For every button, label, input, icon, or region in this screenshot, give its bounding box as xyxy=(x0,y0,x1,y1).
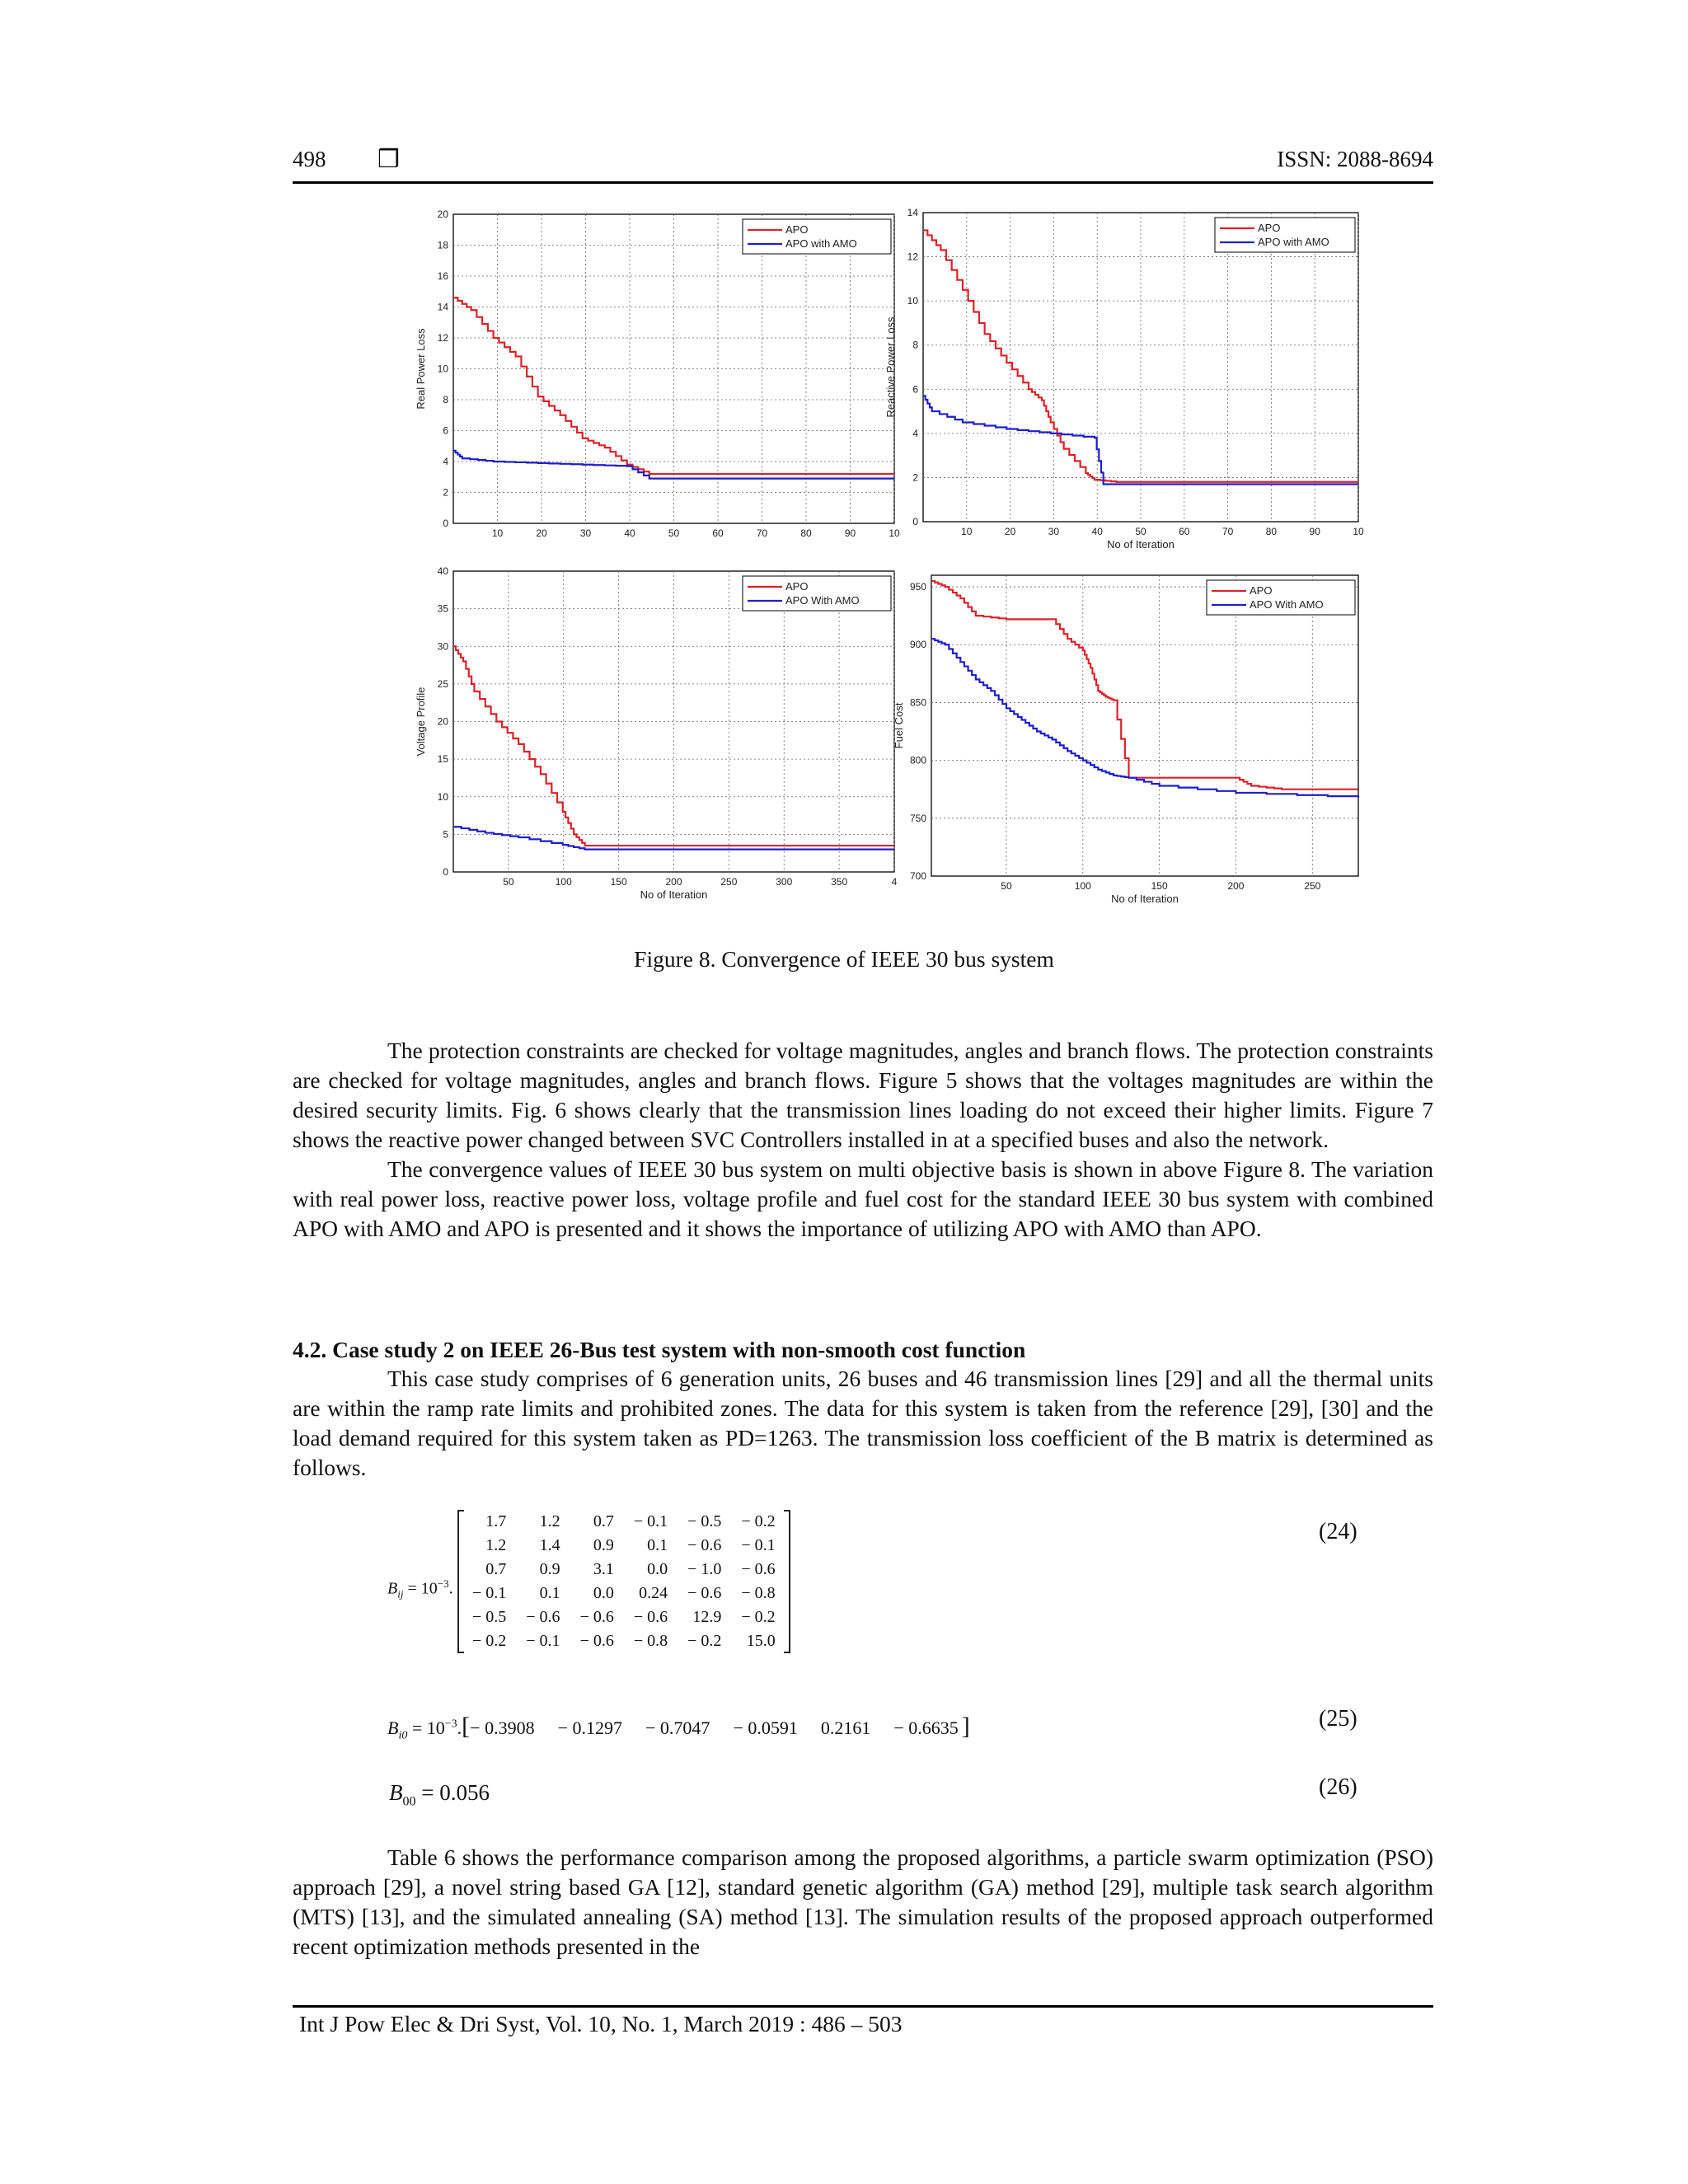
eq24-subscript: ij xyxy=(397,1587,404,1601)
matrix-cell: − 0.6 xyxy=(579,1608,614,1626)
x-tick-label: 30 xyxy=(579,527,592,539)
legend-label: APO with AMO xyxy=(785,237,857,250)
paragraph: The convergence values of IEEE 30 bus system on multi objective basis is shown in above Figure 8. The variation with real power loss, reactive power loss, voltage profile and fuel cost for the standard IEEE 30 bus system with combined APO with AMO and APO is presented and it shows the importance of utilizing APO with AMO than APO. xyxy=(293,1156,1433,1241)
legend-label: APO xyxy=(785,223,809,236)
eq24-number: (24) xyxy=(1319,1519,1357,1544)
x-tick-label: 20 xyxy=(1004,526,1016,537)
legend-label: APO xyxy=(785,580,809,593)
x-tick-label: 90 xyxy=(844,527,856,539)
header-rule xyxy=(293,181,1433,184)
y-tick-label: 850 xyxy=(909,696,926,709)
eq25-symbol: B xyxy=(387,1718,399,1738)
eq25-exponent: −3 xyxy=(444,1718,457,1731)
matrix-cell: − 0.8 xyxy=(741,1584,776,1602)
plot-area xyxy=(931,575,1358,876)
y-tick-label: 750 xyxy=(909,812,926,824)
matrix-cell: − 0.2 xyxy=(472,1632,507,1650)
x-tick-label: 10 xyxy=(961,526,973,537)
matrix-row xyxy=(462,1605,785,1629)
matrix-row xyxy=(462,1629,785,1653)
y-tick-label: 8 xyxy=(443,394,448,405)
eq26-symbol: B xyxy=(389,1780,403,1805)
matrix-cell: 1.7 xyxy=(485,1512,507,1530)
x-tick-label: 350 xyxy=(831,876,848,888)
chart-real-power-loss xyxy=(408,204,898,551)
y-axis-label: Real Power Loss xyxy=(415,328,427,410)
footer-citation: Int J Pow Elec & Dri Syst, Vol. 10, No. 1, March 2019 : 486 – 503 xyxy=(299,2011,903,2036)
x-tick-label: 90 xyxy=(1309,526,1320,537)
y-tick-label: 2 xyxy=(443,486,448,499)
y-tick-label: 25 xyxy=(437,677,448,690)
x-tick-label: 60 xyxy=(712,527,724,539)
matrix-cell: − 0.1 xyxy=(741,1536,776,1554)
matrix-cell: − 1.0 xyxy=(687,1560,722,1578)
x-tick-label: 4 xyxy=(891,876,898,888)
matrix-cell: − 0.6 xyxy=(741,1560,776,1578)
x-axis-label: No of Iteration xyxy=(1107,538,1175,551)
x-tick-label: 200 xyxy=(665,876,682,888)
eq24-lhs: $B_{ij} = 10^{-3}$. xyxy=(387,1577,453,1601)
x-tick-label: 200 xyxy=(1227,880,1245,892)
x-tick-label: 70 xyxy=(1221,526,1234,537)
y-tick-label: 950 xyxy=(909,581,926,593)
matrix-cell: − 0.1 xyxy=(633,1512,668,1530)
x-axis-label: No of Iteration xyxy=(640,888,708,901)
y-tick-label: 30 xyxy=(437,640,448,653)
matrix-cell: − 0.6 xyxy=(579,1632,614,1650)
eq26-number: (26) xyxy=(1319,1774,1357,1800)
y-tick-label: 0 xyxy=(912,516,918,527)
box-icon: ❒ xyxy=(377,145,400,174)
matrix-cell: − 0.5 xyxy=(687,1512,722,1530)
body-section-3 xyxy=(293,1843,1433,1961)
x-tick-label: 30 xyxy=(1048,526,1060,537)
x-axis-label: No of Iteration xyxy=(1111,893,1179,905)
y-tick-label: 10 xyxy=(437,790,448,803)
matrix-row xyxy=(462,1558,785,1582)
chart-voltage-profile xyxy=(408,559,898,909)
matrix-cell: − 0.1 xyxy=(472,1584,507,1602)
y-tick-label: 0 xyxy=(443,518,448,529)
vector-value: − 0.3908 xyxy=(470,1718,535,1738)
matrix-cell: 3.1 xyxy=(593,1560,614,1578)
vector-value: 0.2161 xyxy=(820,1718,871,1738)
matrix-cell: 0.9 xyxy=(539,1560,560,1578)
footer-rule xyxy=(293,2005,1433,2008)
matrix-cell: 0.0 xyxy=(593,1584,614,1602)
matrix-cell: − 0.6 xyxy=(687,1584,722,1602)
y-tick-label: 20 xyxy=(437,715,448,728)
matrix-cell: − 0.2 xyxy=(741,1512,776,1530)
x-tick-label: 50 xyxy=(1001,880,1012,892)
x-tick-label: 150 xyxy=(610,876,627,888)
y-tick-label: 16 xyxy=(437,270,448,282)
legend-label: APO xyxy=(1250,584,1273,597)
chart-reactive-power-loss xyxy=(884,204,1364,559)
matrix-cell: − 0.1 xyxy=(526,1632,560,1650)
y-tick-label: 4 xyxy=(443,456,448,467)
chart-fuel-cost xyxy=(890,567,1364,913)
y-tick-label: 700 xyxy=(909,870,926,882)
y-tick-label: 800 xyxy=(909,754,926,766)
matrix-cell: − 0.6 xyxy=(526,1608,560,1626)
section-heading: 4.2. Case study 2 on IEEE 26-Bus test system with non-smooth cost function xyxy=(293,1337,1026,1362)
eq26 xyxy=(389,1780,490,1809)
paragraph: Table 6 shows the performance comparison among the proposed algorithms, a particle swarm optimization (PSO) approach [29], a novel string based GA [12], standard genetic algorithm (GA) method [29], multiple task search algorithm (MTS) [13], and the simulated annealing (SA) method [13]. The simulation results of the proposed approach outperformed recent optimization methods presented in the xyxy=(293,1844,1433,1959)
x-tick-label: 40 xyxy=(624,527,635,539)
matrix-cell: 1.2 xyxy=(539,1512,560,1530)
x-tick-label: 20 xyxy=(536,527,547,539)
matrix-cell: 1.2 xyxy=(485,1536,507,1554)
y-tick-label: 14 xyxy=(437,301,448,313)
x-tick-label: 100 xyxy=(1074,880,1091,892)
y-tick-label: 5 xyxy=(443,828,448,841)
matrix-cell: 0.1 xyxy=(539,1584,560,1602)
y-tick-label: 18 xyxy=(437,239,448,251)
x-tick-label: 70 xyxy=(756,527,768,539)
x-tick-label: 50 xyxy=(668,527,680,539)
y-tick-label: 4 xyxy=(912,427,918,439)
matrix-row xyxy=(462,1510,785,1534)
matrix-cell: − 0.6 xyxy=(633,1608,668,1626)
x-tick-label: 100 xyxy=(555,876,572,888)
eq26-subscript: 00 xyxy=(402,1794,416,1809)
x-tick-label: 40 xyxy=(1091,526,1103,537)
x-tick-label: 50 xyxy=(1135,526,1146,537)
body-section-1 xyxy=(293,1036,1433,1244)
eq24-equals: = 10 xyxy=(407,1579,438,1598)
eq25: $B_{i0} = 10^{-3}.[- 0.3908 - 0.1297 - 0.7047 - 0.0591$ 0.2161 − 0.6635 ] xyxy=(387,1713,970,1742)
y-tick-label: 20 xyxy=(437,209,448,220)
y-axis-label: Reactive Power Loss xyxy=(884,316,897,418)
x-tick-label: 10 xyxy=(491,527,504,539)
y-tick-label: 2 xyxy=(912,471,918,484)
matrix-cell: 0.24 xyxy=(639,1584,668,1602)
matrix-cell: − 0.5 xyxy=(472,1608,507,1626)
y-tick-label: 6 xyxy=(443,424,448,437)
y-tick-label: 12 xyxy=(907,251,918,263)
vector-value: − 0.7047 xyxy=(645,1718,710,1738)
body-section-2 xyxy=(293,1364,1433,1483)
matrix-cell: 12.9 xyxy=(692,1608,722,1626)
x-tick-label: 50 xyxy=(503,876,514,888)
y-tick-label: 14 xyxy=(907,207,918,218)
x-tick-label: 150 xyxy=(1151,880,1168,892)
matrix-cell: − 0.2 xyxy=(687,1632,722,1650)
matrix-cell: 0.9 xyxy=(593,1536,614,1554)
y-tick-label: 40 xyxy=(437,565,448,577)
eq24-matrix xyxy=(457,1510,790,1653)
matrix-cell: 0.7 xyxy=(593,1512,614,1530)
matrix-cell: 0.7 xyxy=(485,1560,507,1578)
matrix-cell: − 0.8 xyxy=(633,1632,668,1650)
y-tick-label: 12 xyxy=(437,332,448,344)
x-tick-label: 250 xyxy=(720,876,738,888)
eq24-symbol: B xyxy=(387,1579,398,1598)
vector-value: − 0.0591 xyxy=(733,1718,798,1738)
vector-value: − 0.6635 xyxy=(893,1718,959,1738)
matrix-row xyxy=(462,1534,785,1558)
x-tick-label: 10 xyxy=(1353,526,1364,537)
paragraph: The protection constraints are checked for voltage magnitudes, angles and branch flows. The protection constraints are checked for voltage magnitudes, angles and branch flows. Figure 5 shows that the voltages magnitudes are within the desired security limits. Fig. 6 shows clearly that the transmission lines loading do not exceed their higher limits. Figure 7 shows the reactive power changed between SVC Controllers installed in at a specified buses and also the network. xyxy=(293,1038,1433,1152)
figure-caption: Figure 8. Convergence of IEEE 30 bus system xyxy=(634,946,1054,972)
legend-label: APO xyxy=(1258,222,1281,234)
x-tick-label: 80 xyxy=(800,527,812,539)
matrix-cell: 0.1 xyxy=(647,1536,668,1554)
y-tick-label: 900 xyxy=(909,639,926,651)
matrix-cell: − 0.2 xyxy=(741,1608,776,1626)
page-number: 498 xyxy=(293,147,326,171)
y-axis-label: Voltage Profile xyxy=(415,687,427,757)
legend-label: APO With AMO xyxy=(1250,598,1324,611)
y-tick-label: 15 xyxy=(437,753,448,766)
y-tick-label: 8 xyxy=(912,339,918,351)
x-tick-label: 250 xyxy=(1304,880,1321,892)
paragraph: This case study comprises of 6 generation units, 26 buses and 46 transmission lines [29] and all the thermal units are within the ramp rate limits and prohibited zones. The data for this system is taken from the reference [29], [30] and the load demand required for this system taken as PD=1263. The transmission loss coefficient of the B matrix is determined as follows. xyxy=(293,1366,1433,1480)
matrix-cell: 15.0 xyxy=(746,1632,776,1650)
eq25-subscript: i0 xyxy=(398,1729,408,1742)
matrix-cell: 0.0 xyxy=(647,1560,668,1578)
y-tick-label: 10 xyxy=(907,295,918,307)
legend-label: APO with AMO xyxy=(1258,236,1329,248)
legend-label: APO With AMO xyxy=(785,594,860,607)
y-tick-label: 10 xyxy=(437,363,448,375)
matrix-row xyxy=(462,1582,785,1605)
matrix-cell: − 0.6 xyxy=(687,1536,722,1554)
x-tick-label: 60 xyxy=(1179,526,1190,537)
x-tick-label: 80 xyxy=(1265,526,1278,537)
vector-value: − 0.1297 xyxy=(557,1718,623,1738)
y-tick-label: 6 xyxy=(912,383,918,396)
eq25-equals: = 10 xyxy=(411,1718,445,1738)
eq24-exponent: −3 xyxy=(437,1577,449,1590)
x-tick-label: 300 xyxy=(776,876,793,888)
y-axis-label: Fuel Cost xyxy=(893,702,905,749)
eq25-number: (25) xyxy=(1319,1706,1357,1732)
x-tick-label: 10 xyxy=(889,527,900,539)
matrix-cell: 1.4 xyxy=(539,1536,560,1554)
eq26-value: = 0.056 xyxy=(421,1780,490,1805)
y-tick-label: 35 xyxy=(437,602,448,615)
y-tick-label: 0 xyxy=(443,866,448,878)
issn: ISSN: 2088-8694 xyxy=(1277,147,1433,171)
